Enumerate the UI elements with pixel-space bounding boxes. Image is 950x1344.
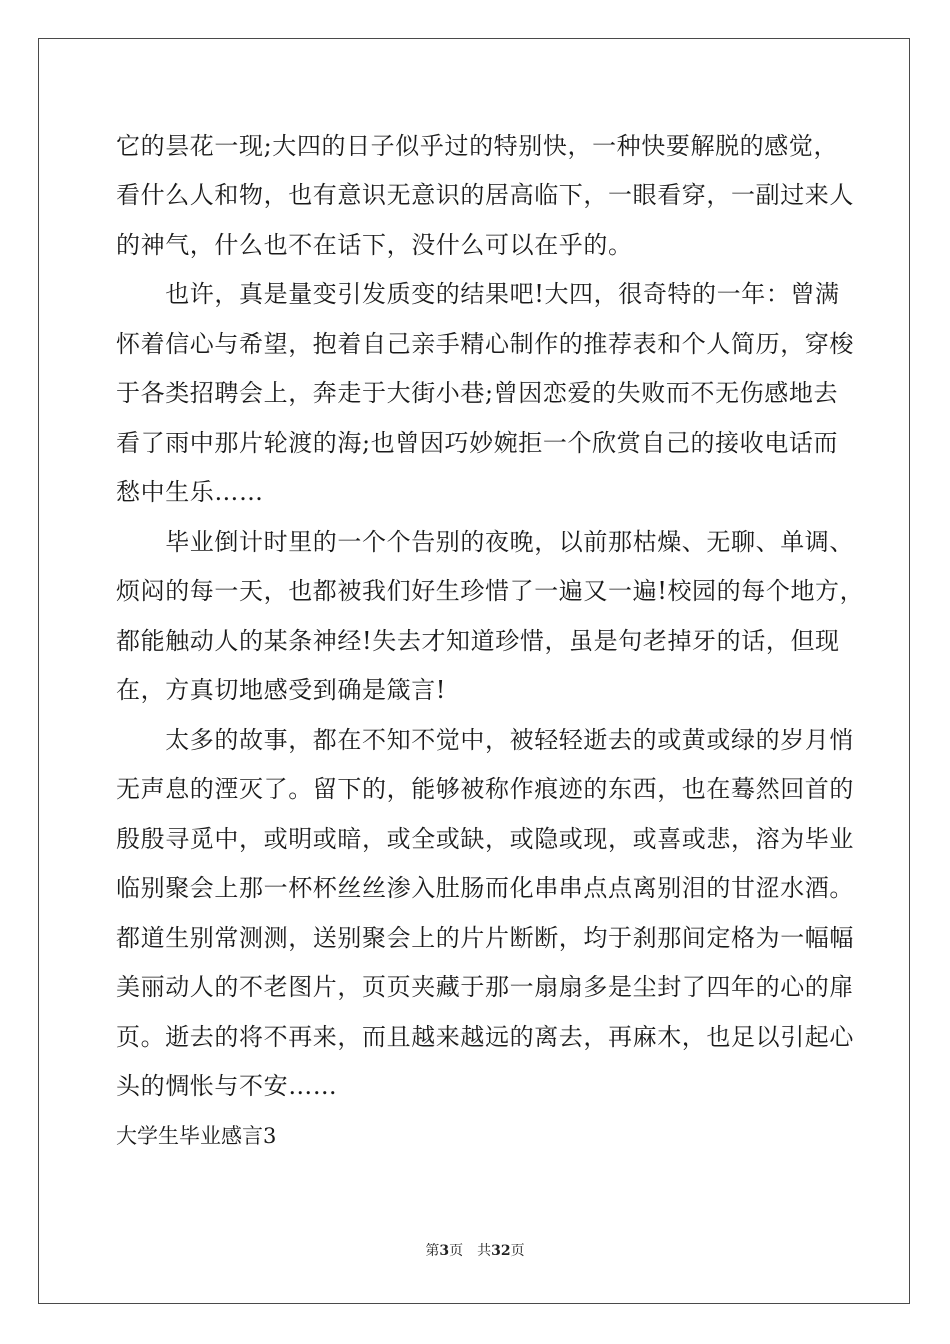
text-line: 看了雨中那片轮渡的海;也曾因巧妙婉拒一个欣赏自己的接收电话而 bbox=[116, 429, 839, 457]
footer-prefix: 第 bbox=[425, 1243, 440, 1259]
text-line: 烦闷的每一天，也都被我们好生珍惜了一遍又一遍!校园的每个地方， bbox=[116, 577, 865, 605]
text-line: 殷殷寻觅中，或明或暗，或全或缺，或隐或现，或喜或悲，溶为毕业 bbox=[116, 825, 854, 853]
text-line: 无声息的湮灭了。留下的，能够被称作痕迹的东西，也在蓦然回首的 bbox=[116, 775, 854, 803]
total-page-count: 32 bbox=[491, 1243, 511, 1259]
current-page-number: 3 bbox=[439, 1243, 450, 1259]
text-line: 也许，真是量变引发质变的结果吧!大四，很奇特的一年：曾满 bbox=[116, 280, 840, 308]
text-line: 页。逝去的将不再来，而且越来越远的离去，再麻木，也足以引起心 bbox=[116, 1023, 854, 1051]
text-line: 毕业倒计时里的一个个告别的夜晚，以前那枯燥、无聊、单调、 bbox=[116, 528, 854, 556]
text-line: 都能触动人的某条神经!失去才知道珍惜，虽是句老掉牙的话，但现 bbox=[116, 627, 840, 655]
text-line: 太多的故事，都在不知不觉中，被轻轻逝去的或黄或绿的岁月悄 bbox=[116, 726, 854, 754]
text-line: 看什么人和物，也有意识无意识的居高临下，一眼看穿，一副过来人 bbox=[116, 181, 854, 209]
section-heading: 大学生毕业感言3 bbox=[116, 1124, 277, 1148]
text-line: 头的惆怅与不安…… bbox=[116, 1072, 338, 1100]
footer-suffix: 页 bbox=[510, 1243, 525, 1259]
text-line: 都道生别常测测，送别聚会上的片片断断，均于刹那间定格为一幅幅 bbox=[116, 924, 854, 952]
text-line: 美丽动人的不老图片，页页夹藏于那一扇扇多是尘封了四年的心的扉 bbox=[116, 973, 854, 1001]
text-line: 愁中生乐…… bbox=[116, 478, 264, 506]
text-line: 于各类招聘会上，奔走于大街小巷;曾因恋爱的失败而不无伤感地去 bbox=[116, 379, 839, 407]
text-line: 怀着信心与希望，抱着自己亲手精心制作的推荐表和个人简历，穿梭 bbox=[116, 330, 854, 358]
text-line: 在，方真切地感受到确是箴言! bbox=[116, 676, 447, 704]
footer-middle: 页 共 bbox=[449, 1243, 492, 1259]
text-line: 它的昙花一现;大四的日子似乎过的特别快，一种快要解脱的感觉， bbox=[116, 132, 839, 160]
text-line: 的神气，什么也不在话下，没什么可以在乎的。 bbox=[116, 231, 633, 259]
page-footer bbox=[0, 1240, 950, 1260]
text-line: 临别聚会上那一杯杯丝丝渗入肚肠而化串串点点离别泪的甘涩水酒。 bbox=[116, 874, 854, 902]
